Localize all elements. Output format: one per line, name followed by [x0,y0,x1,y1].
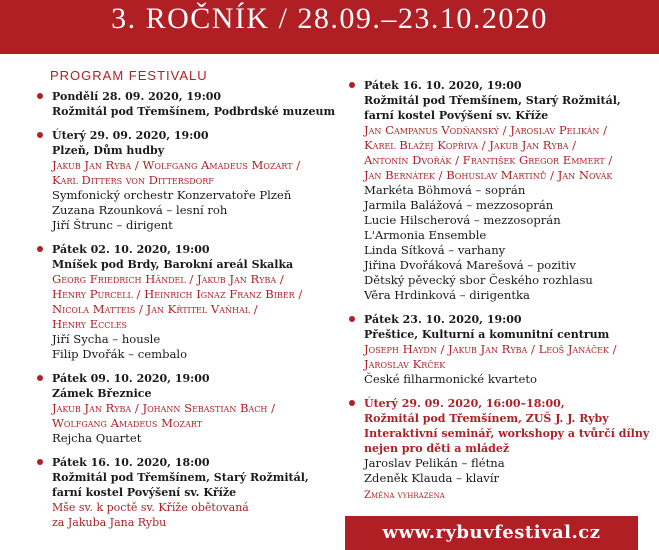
event-composers: Henry Eccles [52,317,128,331]
bullet-icon [37,93,43,99]
event-performer: Věra Hrdinková – dirigentka [364,288,530,302]
edition-title: 3. ROČNÍK / 28.09.–23.10.2020 [111,2,548,35]
event-performer: Symfonický orchestr Konzervatoře Plzeň [52,188,292,202]
event-composers: Georg Friedrich Händel / Jakub Jan Ryba / [52,272,284,286]
program-left-column [24,68,336,539]
event-date: Pátek 02. 10. 2020, 19:00 [52,243,210,256]
event-composers: Jaroslav Krček [364,357,446,371]
event-composers: Jan Campanus Vodňanský / Jaroslav Pelikán / [364,123,607,137]
program-heading: PROGRAM FESTIVALU [50,68,208,83]
event-date: Pondělí 28. 09. 2020, 19:00 [52,90,222,103]
website-link[interactable]: www.rybuvfestival.cz [382,522,601,543]
event-performer: L'Armonia Ensemble [364,228,487,242]
event-venue: Rožmitál pod Třemšínem, Podbrdské muzeum [52,105,336,118]
bullet-icon [349,316,355,322]
event-venue: Plzeň, Dům hudby [52,144,165,157]
event-date: Pátek 09. 10. 2020, 19:00 [52,372,210,385]
event-venue: farní kostel Povýšení sv. Kříže [364,109,549,122]
event-date: Úterý 29. 09. 2020, 19:00 [52,129,209,142]
event-item [336,312,656,387]
event-venue: farní kostel Povýšení sv. Kříže [52,486,237,499]
event-composers: Joseph Haydn / Jakub Jan Ryba / Leoš Janáček / [364,342,617,356]
event-item [24,455,329,530]
event-performer: Jiří Štrunc – dirigent [52,218,173,232]
event-performer: Dětský pěvecký sbor Českého rozhlasu [364,273,593,287]
changes-note: Změna vyhrazena [364,490,445,501]
event-performer: Jiřina Dvořáková Marešová – pozitiv [364,258,576,272]
event-item [336,78,656,303]
event-composers: Karl Ditters von Dittersdorf [52,173,214,187]
event-composers: Karel Blažej Kopřiva / Jakub Jan Ryba / [364,138,577,152]
event-performer: Filip Dvořák – cembalo [52,347,188,361]
event-composers: Jakub Jan Ryba / Johann Sebastian Bach / [52,401,275,415]
event-venue: Přeštice, Kulturní a komunitní centrum [364,328,610,341]
event-note: za Jakuba Jana Rybu [52,516,167,529]
event-composers: Wolfgang Amadeus Mozart [52,416,203,430]
event-item [336,396,656,503]
bullet-icon [37,375,43,381]
bullet-icon [37,459,43,465]
program-right-column [336,78,656,512]
event-description: nejen pro děti a mládež [364,442,510,455]
event-performer: Markéta Böhmová – soprán [364,183,526,197]
event-composers: Nicola Matteis / Jan Křtitel Vaňhal / [52,302,258,316]
event-composers: Antonín Dvořák / František Gregor Emmert / [364,153,613,167]
event-date: Pátek 23. 10. 2020, 19:00 [364,313,522,326]
event-composers: Henry Purcell / Heinrich Ignaz Franz Biber / [52,287,303,301]
event-composers: Jakub Jan Ryba / Wolfgang Amadeus Mozart / [52,158,301,172]
event-performer: Zuzana Rzounková – lesní roh [52,203,228,217]
event-performer: Rejcha Quartet [52,431,142,445]
event-venue: Mníšek pod Brdy, Barokní areál Skalka [52,258,294,271]
event-item [24,128,329,233]
event-item [24,89,336,119]
event-performer: Lucie Hilscherová – mezzosoprán [364,213,561,227]
event-venue: Rožmitál pod Třemšínem, Starý Rožmitál, [52,471,309,484]
bullet-icon [37,246,43,252]
event-performer: Jaroslav Pelikán – flétna [364,456,505,470]
event-performer: Jiří Sycha – housle [52,332,161,346]
event-date: Úterý 29. 09. 2020, 16:00–18:00, [364,397,565,410]
event-date: Pátek 16. 10. 2020, 18:00 [52,456,210,469]
event-description: Interaktivní seminář, workshopy a tvůrčí dílny [364,427,650,440]
event-venue: Zámek Březnice [52,387,152,400]
event-venue: Rožmitál pod Třemšínem, ZUŠ J. J. Ryby [364,412,609,425]
event-item [24,371,329,446]
event-date: Pátek 16. 10. 2020, 19:00 [364,79,522,92]
bullet-icon [349,82,355,88]
event-performer: Jarmila Balážová – mezzosoprán [364,198,554,212]
event-note: Mše sv. k poctě sv. Kříže obětovaná [52,501,249,514]
bullet-icon [349,400,355,406]
event-composers: Jan Bernátek / Bohuslav Martinů / Jan Novák [364,168,613,182]
bullet-icon [37,132,43,138]
event-performer: Zdeněk Klauda – klavír [364,471,500,485]
header-banner [0,0,659,54]
event-performer: České filharmonické kvarteto [364,372,538,386]
event-performer: Linda Sítková – varhany [364,243,506,257]
event-item [24,242,329,362]
website-banner[interactable] [345,516,638,550]
event-venue: Rožmitál pod Třemšínem, Starý Rožmitál, [364,94,621,107]
